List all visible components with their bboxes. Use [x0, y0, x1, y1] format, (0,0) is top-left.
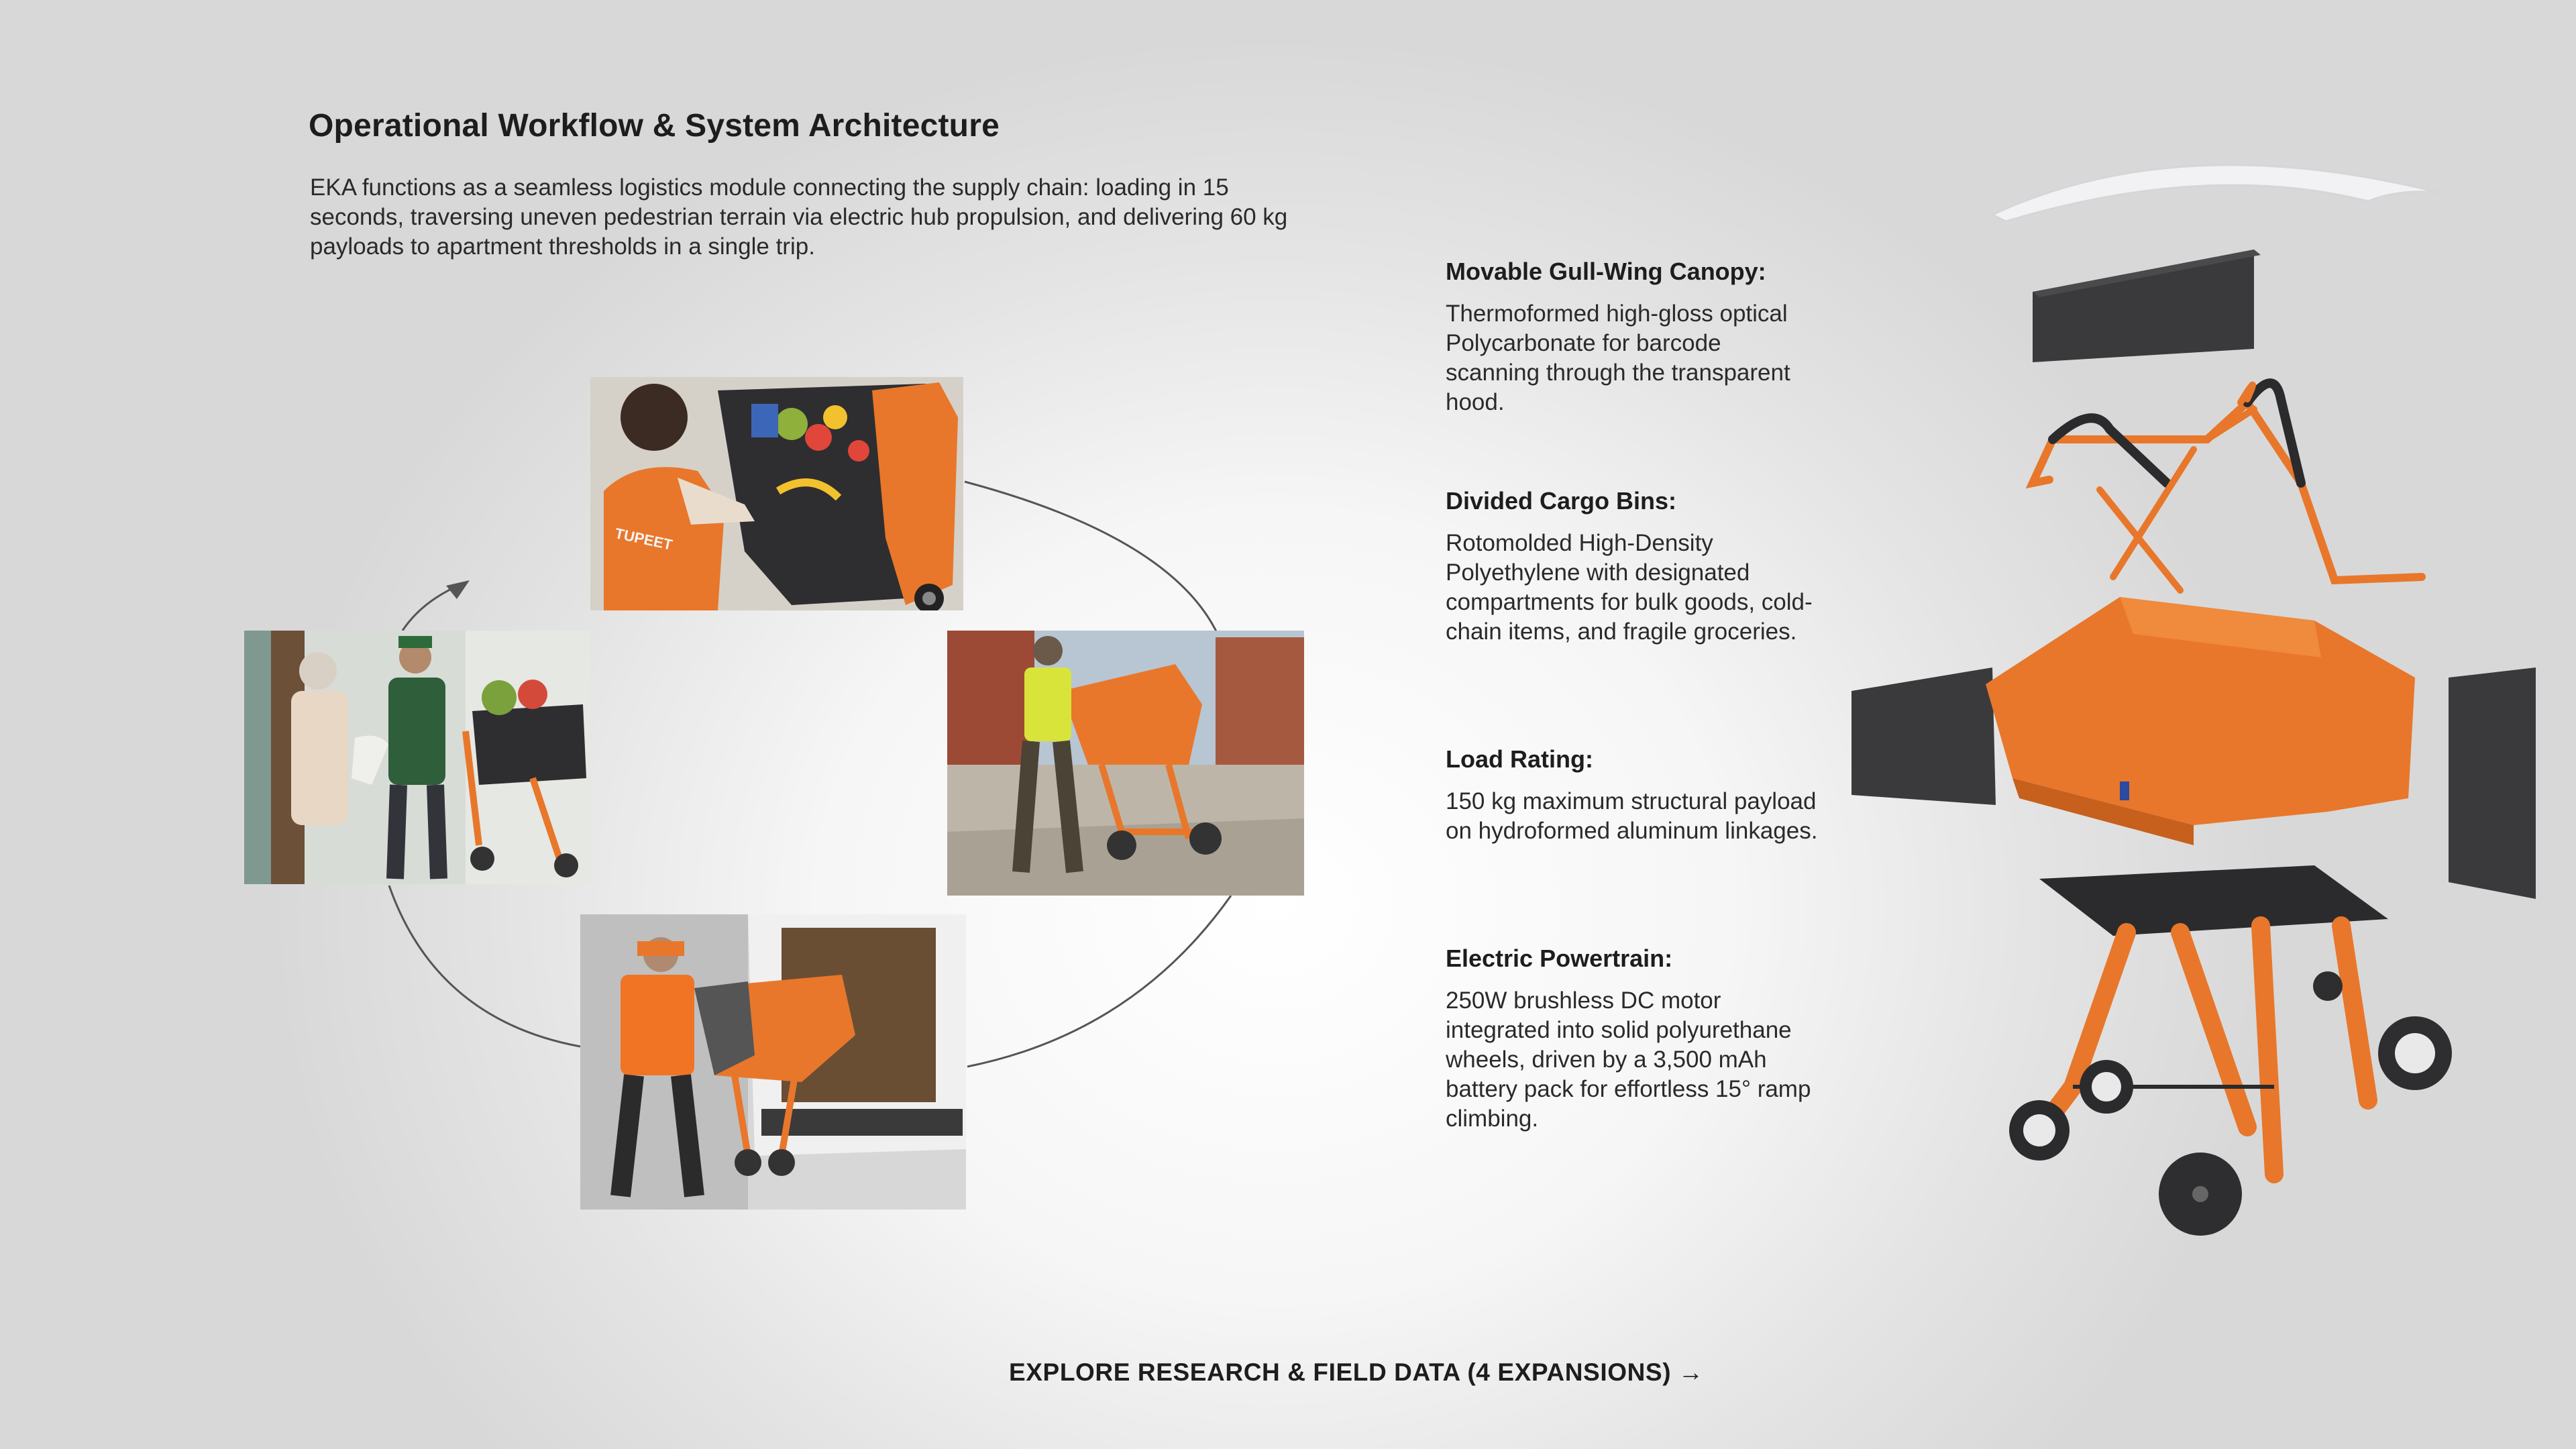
left-bin-part: [1851, 667, 1996, 805]
spec-powertrain: [1446, 945, 1821, 1134]
spec-body: Thermoformed high-gloss optical Polycarbonate for barcode scanning through the transparent hood.: [1446, 301, 1790, 415]
loop-arc-load-to-street: [965, 482, 1218, 634]
workflow-photo-doorstep: [244, 631, 590, 884]
loop-arc-street-to-van: [967, 896, 1231, 1067]
right-bin-part: [2449, 667, 2536, 899]
canopy-part: [1992, 165, 2442, 221]
spec-canopy: [1446, 258, 1821, 417]
loop-arc-door-to-load: [402, 584, 463, 631]
workflow-photo-loading: [590, 377, 963, 610]
spec-load-rating: [1446, 745, 1821, 846]
spec-cargo-bins: [1446, 487, 1821, 647]
loop-arrowhead-icon: [446, 580, 470, 599]
spec-heading: Load Rating:: [1446, 745, 1593, 773]
top-bin-part: [2033, 250, 2254, 362]
spec-body: 250W brushless DC motor integrated into solid polyurethane wheels, driven by a 3,500 mAh battery pack for effortless 15° ramp climbing.: [1446, 987, 1811, 1132]
spec-heading: Electric Powertrain:: [1446, 945, 1673, 972]
svg-text:TUPEET: TUPEET: [613, 525, 674, 553]
spec-body: Rotomolded High-Density Polyethylene with designated compartments for bulk goods, cold-chain items, and fragile groceries.: [1446, 530, 1813, 645]
workflow-photo-street: [947, 631, 1304, 896]
spec-body: 150 kg maximum structural payload on hydroformed aluminum linkages.: [1446, 788, 1818, 844]
exploded-cart-diagram: [1831, 134, 2556, 1275]
chassis-part: [2033, 865, 2388, 1174]
handle-frame-part: [2033, 383, 2422, 590]
spec-heading: Movable Gull-Wing Canopy:: [1446, 258, 1766, 285]
section-intro: EKA functions as a seamless logistics module connecting the supply chain: loading in 15 seconds, traversing uneven pedestrian terrain via electric hub propulsion, and delivering 60 kg payloads to apartment thresholds in a single trip.: [310, 174, 1288, 260]
workflow-photo-van: [580, 914, 966, 1210]
section-title: Operational Workflow & System Architecture: [309, 108, 1000, 144]
explore-research-link[interactable]: EXPLORE RESEARCH & FIELD DATA (4 EXPANSIONS) →: [1009, 1358, 1704, 1386]
loop-arc-van-to-door: [389, 885, 580, 1046]
spec-heading: Divided Cargo Bins:: [1446, 487, 1677, 515]
